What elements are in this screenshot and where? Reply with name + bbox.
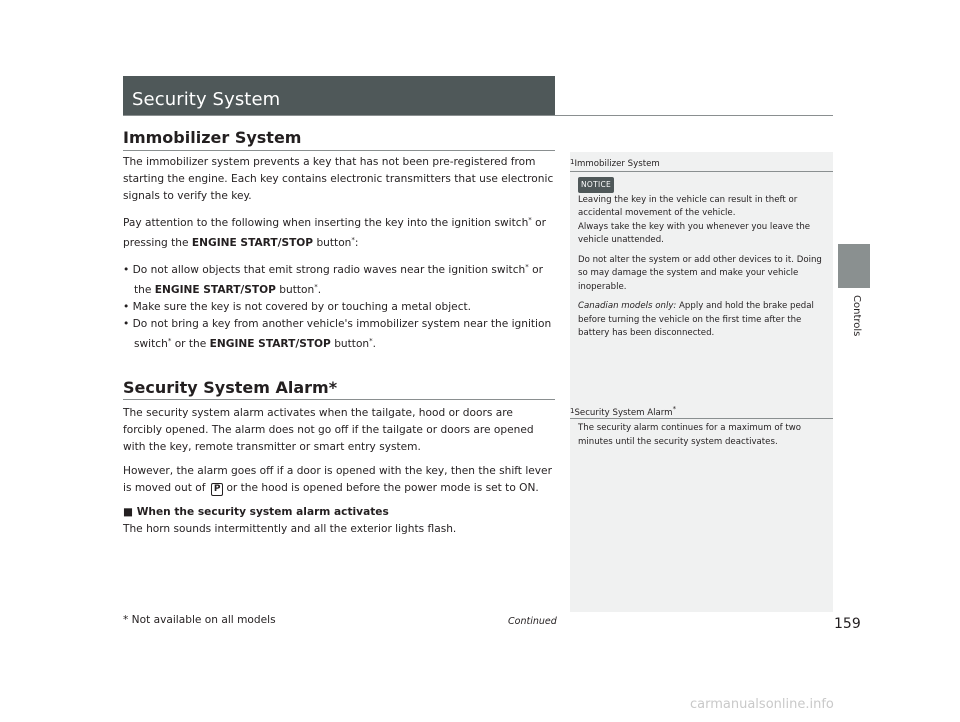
- reference-marker-icon: 1: [570, 407, 575, 415]
- alarm-paragraph: The security system alarm activates when the tailgate, hood or doors are forcibly opened. The alarm does not go off if the tailgate or doors are opened with the key, remote transmitter or smart entry system.: [123, 407, 534, 453]
- alarm-subheading-text: When the security system alarm activates: [136, 506, 389, 518]
- alarm-subheading: [123, 504, 555, 521]
- alarm-heading-rule: [123, 399, 555, 400]
- alarm-body: [123, 405, 555, 538]
- bullet-bold: ENGINE START/STOP: [209, 338, 331, 350]
- bullet-text: .: [372, 338, 377, 350]
- notice-text: Leaving the key in the vehicle can result in theft or accidental movement of the vehicle.: [578, 194, 798, 218]
- intro-bold: ENGINE START/STOP: [191, 237, 314, 249]
- list-item: • Do not allow objects that emit strong radio waves near the ignition switch* or the ENGINE START/STOP button*.: [123, 263, 543, 296]
- asterisk-mark: *: [167, 337, 172, 345]
- alarm-text: or the hood is opened before the power mode is set to ON.: [226, 482, 539, 494]
- alter-warning-text: Do not alter the system or add other devices to it. Doing so may damage the system and make your vehicle inoperable.: [578, 254, 822, 292]
- reference-marker-icon: 1: [570, 158, 575, 166]
- bullet-text: or the: [171, 338, 210, 350]
- side-rule: [570, 171, 833, 172]
- sidebar-label: Controls: [851, 295, 862, 337]
- alarm-heading-text: Security System Alarm: [123, 378, 329, 397]
- alarm-paragraph-2: [123, 463, 555, 497]
- intro-text: Pay attention to the following when inserting the key into the ignition switch: [123, 217, 529, 229]
- section-header-bar: [123, 76, 555, 116]
- watermark: carmanualsonline.info: [690, 697, 834, 712]
- side-alarm-text: The security alarm continues for a maximum of two minutes until the security system deactivates.: [578, 423, 801, 447]
- bullet-text: button: [330, 338, 370, 350]
- side-title-text: Security System Alarm: [574, 408, 673, 418]
- immobilizer-bullet-list: [123, 259, 555, 353]
- intro-text: or pressing the: [123, 217, 547, 249]
- side-title-text: Immobilizer System: [574, 159, 660, 169]
- side-rule: [570, 418, 833, 419]
- asterisk-mark: *: [525, 263, 529, 271]
- intro-text: button: [313, 237, 352, 249]
- bullet-bold: ENGINE START/STOP: [154, 284, 276, 296]
- list-item: • Do not bring a key from another vehicle's immobilizer system near the ignition switch* or the ENGINE START/STOP button*.: [123, 318, 552, 350]
- page-number: 159: [834, 616, 861, 632]
- bullet-text: or the: [134, 264, 543, 296]
- canadian-text: Apply and hold the brake pedal before turning the vehicle on the first time after the battery has been disconnected.: [578, 301, 814, 338]
- side-notes-panel: [570, 152, 833, 612]
- square-bullet-icon: ■: [123, 506, 134, 518]
- immobilizer-paragraph: The immobilizer system prevents a key that has not been pre-registered from starting the engine. Each key contains electronic transmitters that use electronic signals to verify the key.: [123, 156, 554, 202]
- sidebar-tab: [838, 244, 870, 288]
- asterisk-mark: *: [314, 283, 318, 291]
- immobilizer-heading: Immobilizer System: [123, 128, 302, 147]
- side-immobilizer-text: [578, 177, 828, 347]
- notice-text-2: Always take the key with you whenever you leave the vehicle unattended.: [578, 221, 811, 245]
- immobilizer-intro: [123, 212, 555, 252]
- footnote: * Not available on all models: [123, 614, 276, 626]
- intro-text: :: [354, 237, 359, 249]
- asterisk-mark: *: [351, 236, 355, 244]
- section-title: Security System: [132, 89, 281, 110]
- asterisk-mark: *: [672, 405, 677, 413]
- continued-label: Continued: [508, 616, 557, 627]
- immobilizer-heading-rule: [123, 150, 555, 151]
- alarm-text: However, the alarm goes off if a door is opened with the key, then the shift lever is moved out of: [123, 465, 552, 494]
- header-rule: [123, 115, 833, 116]
- park-gear-icon: P: [211, 483, 224, 496]
- side-immobilizer-title: [570, 158, 833, 169]
- immobilizer-body: [123, 154, 555, 353]
- asterisk-mark: *: [528, 216, 532, 224]
- bullet-text: Do not bring a key from another vehicle's immobilizer system near the ignition switch: [132, 318, 552, 350]
- list-item: • Make sure the key is not covered by or touching a metal object.: [123, 301, 472, 313]
- canadian-note: [578, 300, 828, 341]
- asterisk-mark: *: [369, 337, 373, 345]
- side-alarm-title: [570, 405, 833, 418]
- bullet-text: button: [275, 284, 315, 296]
- canadian-label: Canadian models only:: [578, 301, 677, 311]
- notice-badge: NOTICE: [578, 177, 614, 193]
- bullet-text: Do not allow objects that emit strong radio waves near the ignition switch: [132, 264, 526, 276]
- bullet-text: .: [317, 284, 322, 296]
- bullet-text: Make sure the key is not covered by or touching a metal object.: [132, 301, 472, 313]
- asterisk-mark: *: [328, 378, 338, 397]
- alarm-heading: [123, 378, 337, 397]
- alarm-subtext: The horn sounds intermittently and all the exterior lights flash.: [123, 523, 457, 535]
